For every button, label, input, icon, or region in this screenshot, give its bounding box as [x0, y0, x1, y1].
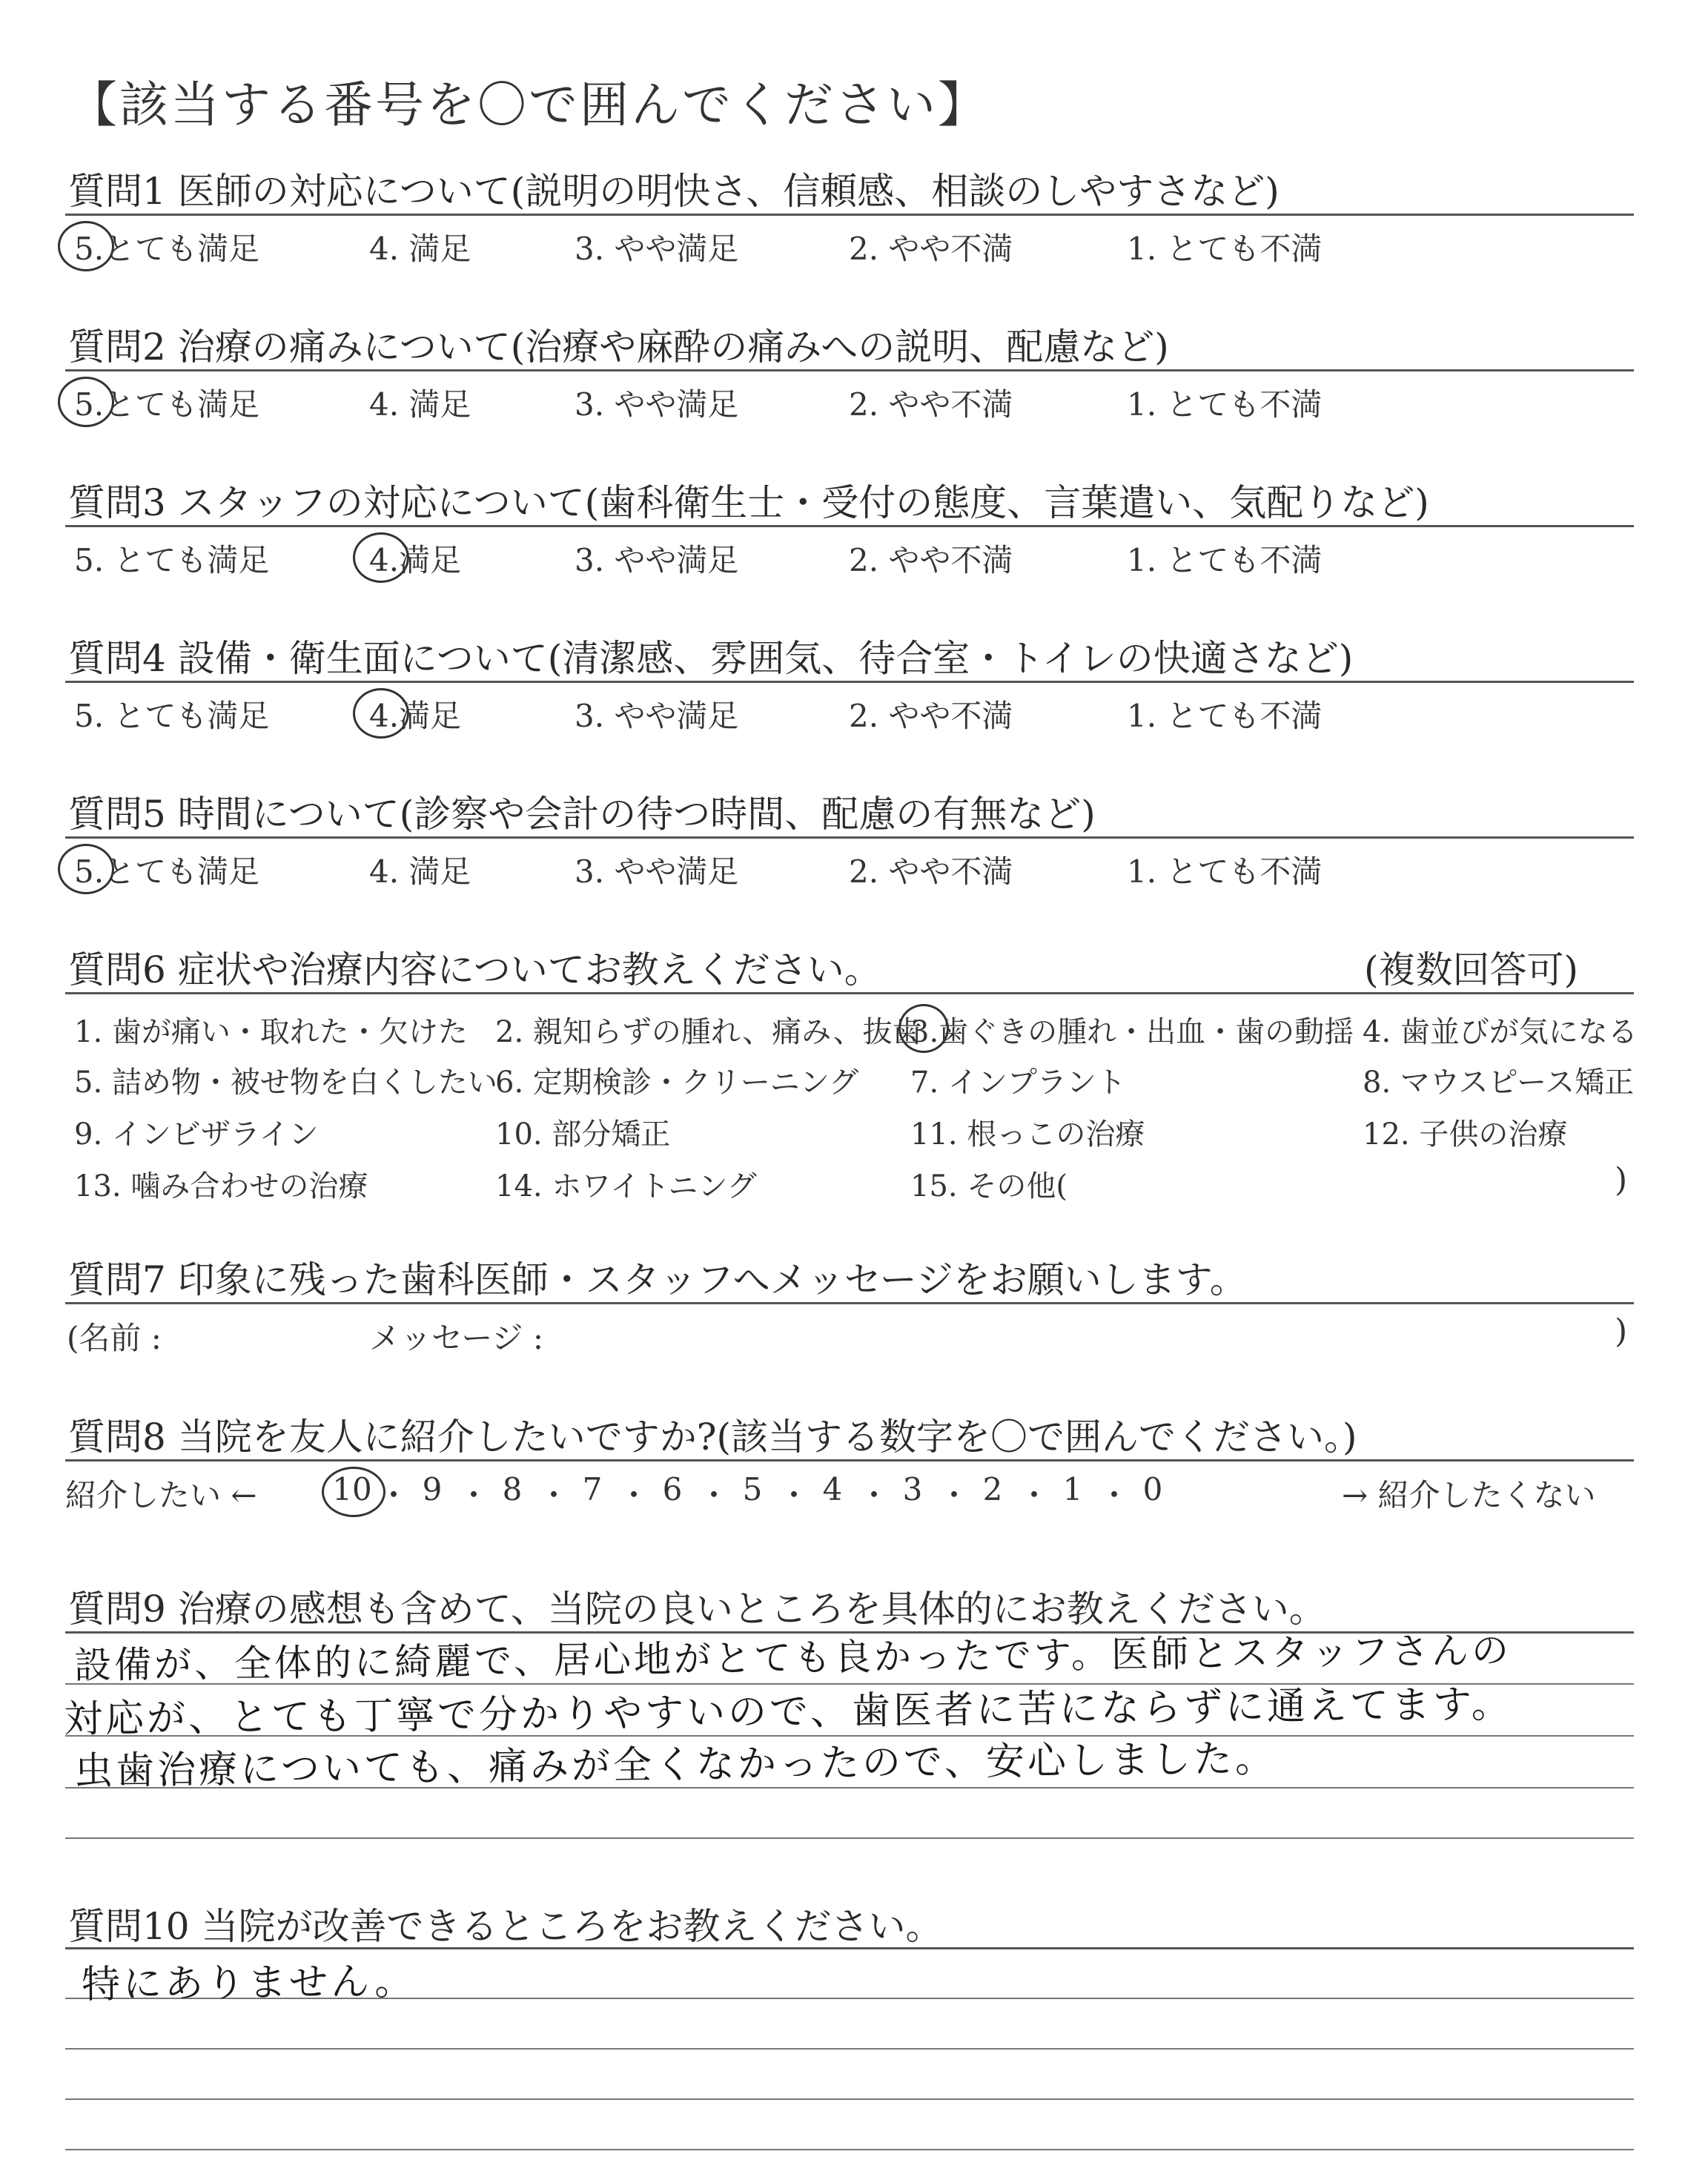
symptom-option[interactable]: 9. インビザライン [74, 1117, 319, 1152]
scale-separator-dot: ・ [939, 1477, 970, 1513]
question-5-rule [65, 836, 1634, 839]
scale-separator-dot: ・ [618, 1477, 650, 1513]
question-3-option[interactable]: 1. とても不満 [1127, 542, 1323, 578]
question-4-option[interactable]: 1. とても不満 [1127, 698, 1323, 734]
page-title: 【該当する番号を〇で囲んでください】 [68, 76, 989, 133]
question-10-title: 質問10 当院が改善できるところをお教えください。 [68, 1905, 943, 1948]
symptom-option[interactable]: 12. 子供の治療 [1363, 1117, 1568, 1152]
question-7-title: 質問7 印象に残った歯科医師・スタッフへメッセージをお願いします。 [68, 1258, 1247, 1301]
question-9-handwritten-answer: 対応が、とても丁寧で分かりやすいので、歯医者に苦にならずに通えてます。 [63, 1682, 1514, 1742]
question-6-rule [65, 992, 1634, 994]
symptom-option[interactable]: 8. マウスピース矯正 [1363, 1066, 1635, 1100]
question-10-answer-line [65, 2149, 1634, 2150]
question-4-title: 質問4 設備・衛生面について(清潔感、雰囲気、待合室・トイレの快適さなど) [68, 637, 1354, 680]
question-2-option[interactable]: 3. やや満足 [575, 386, 739, 423]
recommend-scale-number[interactable]: 8 [502, 1471, 523, 1507]
question-10-handwritten-answer: 特にありません。 [81, 1959, 417, 2007]
question-4-rule [65, 681, 1634, 683]
question-1-title: 質問1 医師の対応について(説明の明快さ、信頼感、相談のしやすさなど) [68, 170, 1280, 213]
symptom-option[interactable]: 6. 定期検診・クリーニング [495, 1066, 859, 1100]
recommend-scale-number[interactable]: 0 [1142, 1471, 1163, 1507]
question-9-handwritten-answer: 虫歯治療についても、痛みが全くなかったので、安心しました。 [73, 1737, 1277, 1794]
question-4-option[interactable]: 3. やや満足 [575, 698, 739, 734]
scale-separator-dot: ・ [858, 1477, 890, 1513]
question-5-selection-circle [58, 844, 114, 894]
question-5-option[interactable]: 4. 満足 [369, 853, 471, 890]
recommend-scale-number[interactable]: 2 [982, 1471, 1003, 1507]
question-5-option[interactable]: 2. やや不満 [849, 853, 1013, 890]
recommend-scale-number[interactable]: 10 [332, 1471, 372, 1507]
question-2-option[interactable]: 2. やや不満 [849, 386, 1013, 423]
scale-separator-dot: ・ [1099, 1477, 1131, 1513]
question-7-close-paren: ) [1615, 1312, 1628, 1350]
question-5-option[interactable]: 5.とても満足 [74, 853, 260, 890]
question-3-selection-circle [353, 532, 409, 583]
question-3-option[interactable]: 4.満足 [369, 542, 462, 578]
symptom-option[interactable]: 11. 根っこの治療 [910, 1117, 1145, 1152]
question-9-answer-line [65, 1837, 1634, 1839]
question-3-option[interactable]: 2. やや不満 [849, 542, 1013, 578]
symptom-option[interactable]: 1. 歯が痛い・取れた・欠けた [74, 1015, 468, 1049]
question-9-handwritten-answer: 設備が、全体的に綺麗で、居心地がとても良かったです。医師とスタッフさんの [73, 1628, 1512, 1687]
question-10-answer-line [65, 2048, 1634, 2050]
scale-separator-dot: ・ [698, 1477, 730, 1513]
recommend-scale-number[interactable]: 3 [902, 1471, 923, 1507]
question-9-title: 質問9 治療の感想も含めて、当院の良いところを具体的にお教えください。 [68, 1588, 1326, 1631]
question-7-rule [65, 1302, 1634, 1304]
question-1-option[interactable]: 2. やや不満 [849, 231, 1013, 267]
symptom-option[interactable]: 14. ホワイトニング [495, 1169, 757, 1203]
question-8-title: 質問8 当院を友人に紹介したいですか?(該当する数字を〇で囲んでください。) [68, 1416, 1357, 1459]
recommend-scale-number[interactable]: 1 [1062, 1471, 1083, 1507]
question-1-rule [65, 214, 1634, 216]
scale-separator-dot: ・ [378, 1477, 410, 1513]
question-4-option[interactable]: 2. やや不満 [849, 698, 1013, 734]
scale-separator-dot: ・ [538, 1477, 570, 1513]
question-1-option[interactable]: 5.とても満足 [74, 231, 260, 267]
name-label: (名前 : [67, 1320, 162, 1356]
recommend-left-label: 紹介したい ← [65, 1477, 257, 1513]
symptom-option[interactable]: 7. インプラント [910, 1066, 1126, 1100]
question-5-option[interactable]: 3. やや満足 [575, 853, 739, 890]
question-8-rule [65, 1459, 1634, 1462]
symptom-option[interactable]: 4. 歯並びが気になる [1363, 1015, 1638, 1049]
question-3-rule [65, 525, 1634, 527]
recommend-scale-number[interactable]: 5 [742, 1471, 763, 1507]
question-4-option[interactable]: 4.満足 [369, 698, 462, 734]
scale-separator-dot: ・ [458, 1477, 490, 1513]
question-3-title: 質問3 スタッフの対応について(歯科衛生士・受付の態度、言葉遣い、気配りなど) [68, 481, 1429, 524]
question-4-selection-circle [353, 688, 409, 739]
message-label: メッセージ : [369, 1320, 543, 1356]
question-2-selection-circle [58, 377, 114, 427]
symptom-option[interactable]: 2. 親知らずの腫れ、痛み、抜歯 [495, 1015, 922, 1049]
question-5-option[interactable]: 1. とても不満 [1127, 853, 1323, 890]
symptom-option[interactable]: 15. その他( [910, 1169, 1068, 1203]
question-3-option[interactable]: 3. やや満足 [575, 542, 739, 578]
question-6-note: (複数回答可) [1364, 948, 1579, 991]
question-3-option[interactable]: 5. とても満足 [74, 542, 270, 578]
question-6-close-paren: ) [1615, 1161, 1628, 1199]
symptom-selection-circle [898, 1004, 949, 1053]
recommend-scale-number[interactable]: 9 [422, 1471, 443, 1507]
question-2-title: 質問2 治療の痛みについて(治療や麻酔の痛みへの説明、配慮など) [68, 326, 1169, 369]
question-2-option[interactable]: 4. 満足 [369, 386, 471, 423]
recommend-scale-number[interactable]: 6 [662, 1471, 683, 1507]
symptom-option[interactable]: 3.歯ぐきの腫れ・出血・歯の動揺 [910, 1015, 1354, 1049]
question-2-option[interactable]: 5.とても満足 [74, 386, 260, 423]
question-5-title: 質問5 時間について(診察や会計の待つ時間、配慮の有無など) [68, 793, 1096, 836]
symptom-option[interactable]: 5. 詰め物・被せ物を白くしたい [74, 1066, 497, 1100]
question-1-option[interactable]: 3. やや満足 [575, 231, 739, 267]
question-6-title: 質問6 症状や治療内容についてお教えください。 [68, 948, 881, 991]
scale-separator-dot: ・ [778, 1477, 810, 1513]
recommend-right-label: → 紹介したくない [1342, 1477, 1596, 1513]
question-2-option[interactable]: 1. とても不満 [1127, 386, 1323, 423]
recommend-scale-number[interactable]: 7 [582, 1471, 603, 1507]
question-1-selection-circle [58, 221, 114, 271]
question-10-answer-line [65, 1947, 1634, 1949]
recommend-selection-circle [322, 1467, 385, 1517]
question-10-answer-line [65, 2098, 1634, 2100]
scale-separator-dot: ・ [1019, 1477, 1050, 1513]
symptom-option[interactable]: 13. 噛み合わせの治療 [74, 1169, 368, 1203]
question-1-option[interactable]: 4. 満足 [369, 231, 471, 267]
question-4-option[interactable]: 5. とても満足 [74, 698, 270, 734]
question-1-option[interactable]: 1. とても不満 [1127, 231, 1323, 267]
question-2-rule [65, 369, 1634, 371]
symptom-option[interactable]: 10. 部分矯正 [495, 1117, 671, 1152]
recommend-scale-number[interactable]: 4 [822, 1471, 843, 1507]
